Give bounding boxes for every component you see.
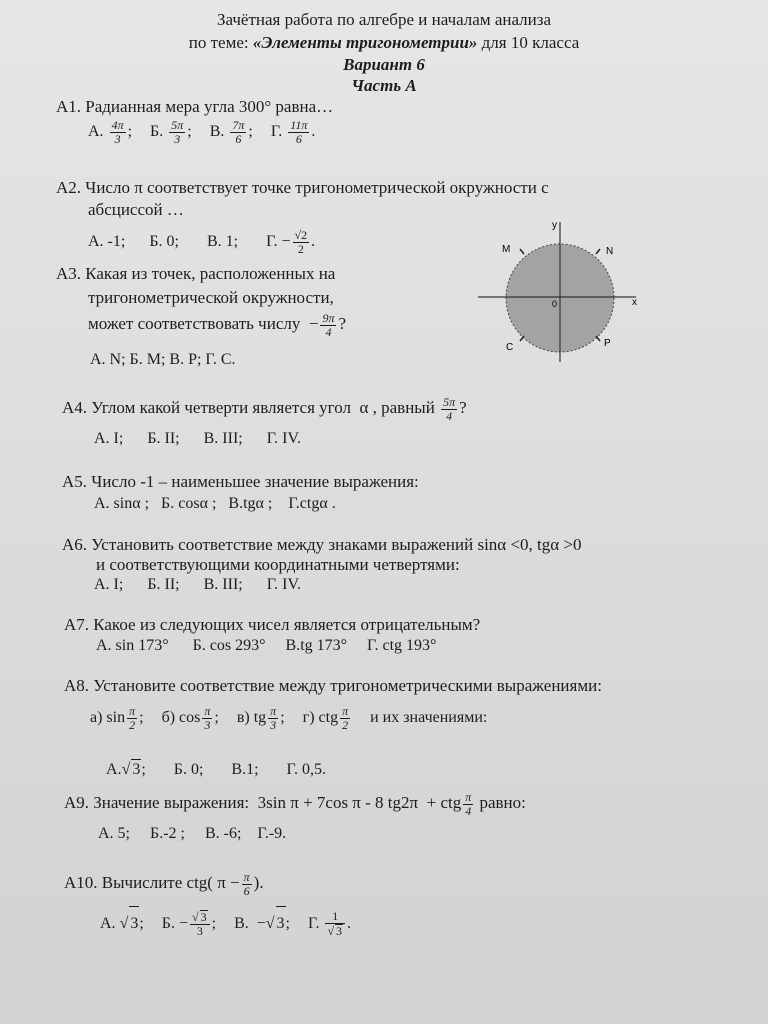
q6-answers: А. I; Б. II; В. III; Г. IV.: [94, 576, 301, 593]
q3-text-2: тригонометрической окружности,: [88, 288, 334, 307]
q9-tail: равно:: [479, 793, 526, 812]
q8-text: А8. Установите соответствие между тригонометрическими выражениями:: [64, 676, 602, 695]
q8-b-fraction: [202, 705, 212, 732]
q8-a-fraction: [127, 705, 137, 732]
tick-n: [596, 249, 600, 254]
q1-d-label: Г.: [270, 123, 283, 140]
q8-c-pre: в) tg: [236, 709, 267, 726]
point-p-label: P: [604, 338, 611, 349]
q10-b-label: Б. −: [161, 915, 189, 932]
q8-c-num: π: [270, 703, 277, 718]
q1-b-num: 5π: [171, 117, 184, 132]
q3-text-1: А3. Какая из точек, расположенных на: [56, 264, 336, 283]
q4-fraction: [441, 396, 457, 423]
q10-d-sep: .: [347, 915, 352, 932]
q8-d-den: 2: [342, 717, 349, 732]
q8-a-pre: а) sin: [90, 709, 126, 726]
q1-d-num: 11π: [290, 117, 308, 132]
q1-a-num: 4π: [111, 117, 124, 132]
q1-d-fraction: [288, 119, 309, 146]
q2-answers: А. -1; Б. 0; В. 1; Г. − $\frac{√2}{2}$ .: [88, 227, 316, 256]
q9-den: 4: [465, 803, 472, 818]
q6-text-2: и соответствующими координатными четвертями:: [96, 555, 460, 574]
q3-num: 9π: [322, 310, 335, 325]
q6-text: А6. Установить соответствие между знаками выражений sinα <0, tgα >0: [62, 535, 582, 554]
point-n-label: N: [606, 246, 614, 257]
q3-fraction: [320, 312, 336, 339]
q4-text: [62, 391, 467, 425]
variant-title: Вариант 6: [343, 55, 425, 74]
q8-a-num: π: [129, 703, 136, 718]
q10-d-num: 1: [325, 910, 345, 924]
q1-c-fraction: [230, 119, 246, 146]
q8-b-den: 3: [204, 717, 211, 732]
tick-p: [596, 336, 600, 341]
q10-c-sep: ;: [285, 915, 290, 932]
q8-d-num: π: [342, 703, 349, 718]
q1-c-num: 7π: [232, 117, 245, 132]
header-suffix: для 10 класса: [477, 33, 580, 52]
point-m-label: M: [502, 244, 511, 255]
q8-answers: А.√ 3; Б. 0; В.1; Г. 0,5.: [106, 761, 326, 778]
y-axis-label: y: [552, 220, 557, 231]
q7-text: А7. Какое из следующих чисел является отрицательным?: [64, 615, 481, 634]
q8-d-pre: г) ctg: [302, 709, 339, 726]
q8-answers-a-root: 3: [132, 761, 141, 778]
q1-b-label: Б.: [150, 123, 164, 140]
q10-num: π: [243, 869, 250, 884]
q8-b-post: ;: [214, 709, 219, 726]
q8-c-den: 3: [270, 717, 277, 732]
q3-den: 4: [325, 324, 332, 339]
q1-a-den: 3: [114, 131, 121, 146]
q10-d-den-root: 3: [336, 924, 343, 939]
q8-a-den: 2: [129, 717, 136, 732]
q8-b-pre: б) cos: [161, 709, 201, 726]
q2-d-fraction: [293, 229, 310, 256]
q1-d-den: 6: [295, 131, 302, 146]
q1-b-fraction: [169, 119, 185, 146]
q10-d-label: Г.: [308, 915, 320, 932]
header-topic: «Элементы тригонометрии»: [252, 33, 478, 52]
q3-answers: А. N; Б. M; В. P; Г. C.: [90, 351, 236, 368]
origin-label: 0: [552, 299, 558, 309]
q4-answers: А. I; Б. II; В. III; Г. IV.: [94, 430, 301, 447]
q10-text: [64, 866, 264, 900]
q5-text: А5. Число -1 – наименьшее значение выражения:: [62, 472, 419, 491]
q8-a-post: ;: [139, 709, 144, 726]
tick-c: [520, 336, 524, 341]
q1-c-den: 6: [235, 131, 242, 146]
q3-qmark: ?: [338, 314, 346, 333]
q4-text-label: А4. Углом какой четверти является угол α , равный: [62, 398, 435, 417]
q9-fraction: [463, 791, 473, 818]
q9-answers: А. 5; Б.-2 ; В. -6; Г.-9.: [98, 825, 287, 842]
q8-c-post: ;: [280, 709, 285, 726]
q9-num: π: [465, 789, 472, 804]
point-c-label: C: [506, 342, 514, 353]
q8-answers-a: А.: [106, 761, 122, 778]
tick-m: [520, 249, 524, 254]
x-axis-label: x: [632, 297, 637, 308]
q8-d-fraction: [340, 705, 350, 732]
q2-d-num: √2: [294, 227, 308, 242]
q1-a-fraction: [110, 119, 126, 146]
q10-answers: А. √ 3; Б. − $\frac{√ 3}{3}$ ; В. −√ 3; Г. $\frac{1}{√ 3}$ .: [100, 906, 351, 941]
q9-text: [64, 786, 526, 820]
q8-tail: и их значениями:: [370, 709, 488, 726]
q8-expressions: [90, 702, 487, 734]
q10-b-den: 3: [196, 924, 203, 939]
q2-answers-text: А. -1; Б. 0; В. 1; Г. −: [88, 233, 291, 250]
q4-den: 4: [446, 408, 453, 423]
q9-text-label: А9. Значение выражения: 3sin π + 7cos π - 8 tg2π + ctg: [64, 793, 462, 812]
q10-text-label: А10. Вычислите ctg( π −: [64, 873, 240, 892]
part-title: Часть А: [351, 76, 417, 95]
q10-a-sep: ;: [139, 915, 144, 932]
q1-c-label: В.: [209, 123, 225, 140]
q5-answers: А. sinα ; Б. cosα ; В.tgα ; Г.ctgα .: [94, 495, 336, 512]
q3-text-3-label: может соответствовать числу −: [88, 314, 319, 333]
q10-c-label: В. −: [234, 915, 266, 932]
q3-text-3: [88, 310, 346, 339]
unit-circle-figure: [476, 216, 646, 366]
q10-b-sep: ;: [211, 915, 217, 932]
q10-b-fraction: $\frac{√ 3}{3}$: [190, 910, 210, 938]
q1-a-label: А.: [88, 123, 104, 140]
q10-b-num-root: 3: [200, 910, 207, 925]
q4-num: 5π: [443, 394, 456, 409]
q8-b-num: π: [204, 703, 211, 718]
q10-fraction: [242, 871, 252, 898]
header-prefix: по теме:: [188, 33, 253, 52]
q1-b-den: 3: [174, 131, 181, 146]
q1-answers: А. $\frac{4\pi}{3}$ ; Б. $\frac{5\pi}{3}$ ; В. $\frac{7\pi}{6}$ ; Г. $\frac{11\pi}{6}$ .: [88, 117, 316, 146]
q8-c-fraction: [268, 705, 278, 732]
q10-c-root: 3: [276, 906, 286, 941]
q7-answers: А. sin 173° Б. cos 293° В.tg 173° Г. ctg 193°: [96, 637, 437, 654]
q2-text-2: абсциссой …: [88, 200, 184, 219]
q10-tail: ).: [253, 873, 264, 892]
q4-qmark: ?: [459, 398, 467, 417]
q2-text: А2. Число π соответствует точке тригонометрической окружности с: [56, 178, 549, 197]
q10-d-fraction: $\frac{1}{√ 3}$: [325, 910, 345, 938]
q8-answers-rest: ; Б. 0; В.1; Г. 0,5.: [141, 761, 326, 778]
q10-den: 6: [243, 883, 250, 898]
q1-text: А1. Радианная мера угла 300° равна…: [56, 97, 334, 116]
q10-a-label: А.: [100, 915, 116, 932]
header-line-2: [0, 33, 768, 53]
header-line-1: Зачётная работа по алгебре и началам анализа: [216, 10, 552, 29]
q10-a-root: 3: [129, 906, 139, 941]
q2-d-den: 2: [297, 241, 304, 256]
